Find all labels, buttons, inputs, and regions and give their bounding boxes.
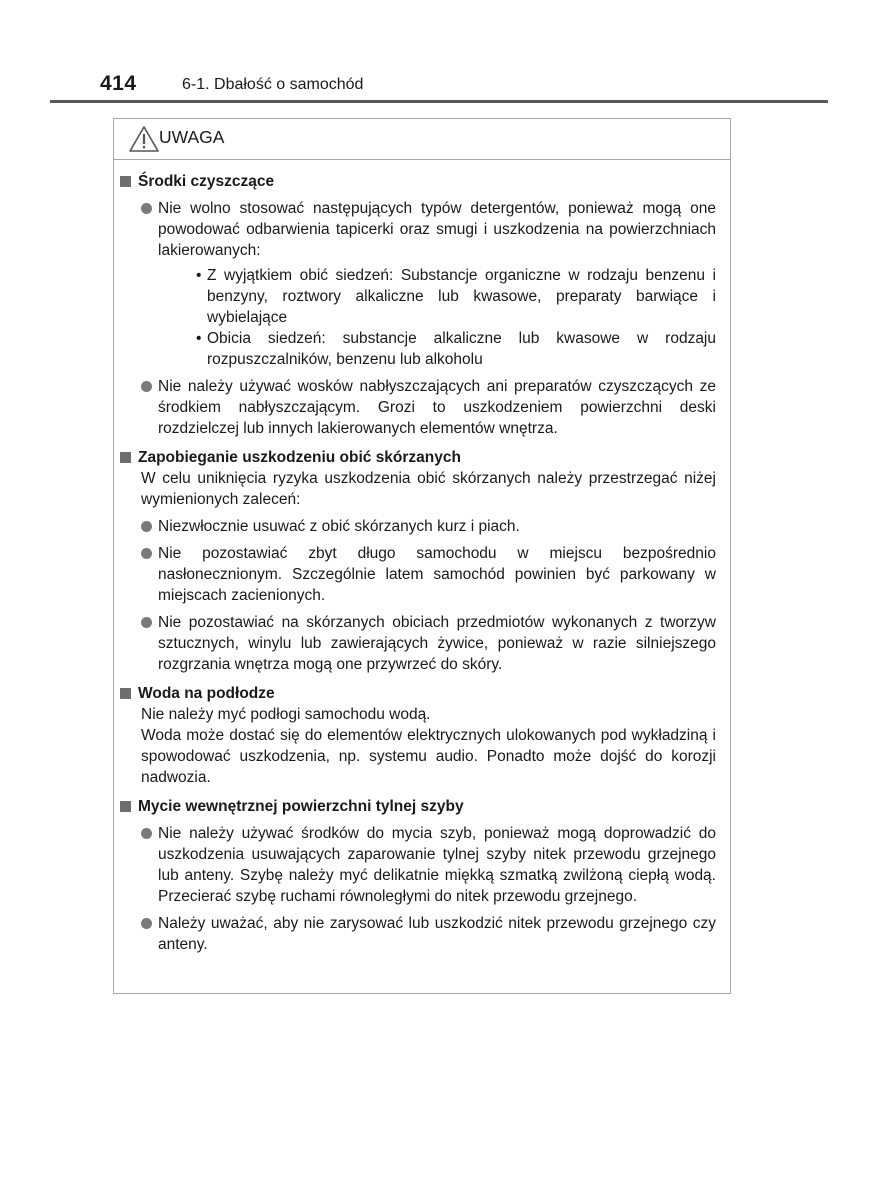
circle-bullet-icon	[141, 381, 152, 392]
list-item-text: Niezwłocznie usuwać z obić skórzanych kurz i piach.	[158, 518, 520, 535]
list-item-text: Nie pozostawiać na skórzanych obiciach przedmiotów wykonanych z tworzyw sztucznych, winylu lub zawierających żywice, ponieważ w razie silniejszego rozgrzania wnętrza mogą one przywrzeć do skóry.	[158, 614, 716, 673]
warning-box	[113, 118, 731, 994]
square-bullet-icon	[120, 688, 131, 699]
sub-list	[158, 265, 716, 370]
circle-bullet-icon	[141, 203, 152, 214]
section-cleaning-agents	[120, 171, 716, 439]
section-rear-window	[120, 796, 716, 955]
section-leather-care	[120, 447, 716, 675]
section-title	[120, 171, 716, 192]
chapter-title: 6-1. Dbałość o samochód	[182, 76, 364, 93]
circle-bullet-icon	[141, 521, 152, 532]
section-title	[120, 683, 716, 704]
square-bullet-icon	[120, 176, 131, 187]
list-item-text: Nie należy używać środków do mycia szyb, ponieważ mogą doprowadzić do uszkodzenia usuwających zaparowanie tylnej szyby nitek przewodu grzejnego lub anteny. Szybę należy myć delikatnie miękką szmatką zwilżoną ciepłą wodą. Przecierać szybę ruchami równoległymi do nitek przewodu grzejnego.	[158, 825, 716, 905]
section-intro: W celu uniknięcia ryzyka uszkodzenia obić skórzanych należy przestrzegać niżej wymienionych zaleceń:	[141, 470, 716, 508]
warning-content	[114, 160, 730, 955]
square-bullet-icon	[120, 452, 131, 463]
warning-title: UWAGA	[159, 127, 225, 147]
dot-bullet-icon: •	[196, 267, 202, 284]
list-item	[120, 376, 716, 439]
section-title-text: Zapobieganie uszkodzeniu obić skórzanych	[138, 449, 461, 466]
list-item	[120, 516, 716, 537]
list-item	[120, 543, 716, 606]
list-item-text: Nie wolno stosować następujących typów detergentów, ponieważ mogą one powodować odbarwienia tapicerki oraz smugi i uszkodzenia na powierzchniach lakierowanych:	[158, 200, 716, 259]
circle-bullet-icon	[141, 828, 152, 839]
section-title-text: Środki czyszczące	[138, 173, 275, 190]
warning-box-header	[114, 119, 730, 160]
section-title	[120, 447, 716, 468]
section-title-text: Woda na podłodze	[138, 685, 275, 702]
list-item	[120, 198, 716, 370]
list-item	[120, 913, 716, 955]
paragraph: Woda może dostać się do elementów elektrycznych ulokowanych pod wykładziną i spowodować uszkodzenia, np. systemu audio. Ponadto może dojść do korozji nadwozia.	[141, 727, 716, 786]
section-title-text: Mycie wewnętrznej powierzchni tylnej szyby	[138, 798, 464, 815]
dot-bullet-icon: •	[196, 330, 202, 347]
circle-bullet-icon	[141, 548, 152, 559]
sub-list-item-text: Obicia siedzeń: substancje alkaliczne lub kwasowe w rodzaju rozpuszczalników, benzenu lub alkoholu	[207, 330, 716, 368]
sub-list-item	[158, 265, 716, 328]
sub-list-item-text: Z wyjątkiem obić siedzeń: Substancje organiczne w rodzaju benzenu i benzyny, roztwory alkaliczne lub kwasowe, preparaty barwiące i wybielające	[207, 267, 716, 326]
section-water-on-floor	[120, 683, 716, 788]
list-item-text: Nie pozostawiać zbyt długo samochodu w miejscu bezpośrednio nasłonecznionym. Szczególnie latem samochód powinien być parkowany w miejscach zacienionych.	[158, 545, 716, 604]
page-number: 414	[100, 72, 137, 95]
list-item-text: Należy uważać, aby nie zarysować lub uszkodzić nitek przewodu grzejnego czy anteny.	[158, 915, 716, 953]
paragraph: Nie należy myć podłogi samochodu wodą.	[141, 706, 431, 723]
list-item-text: Nie należy używać wosków nabłyszczających ani preparatów czyszczących ze środkiem nabłyszczającym. Grozi to uszkodzeniem powierzchni deski rozdzielczej lub innych lakierowanych elementów wnętrza.	[158, 378, 716, 437]
list-item	[120, 823, 716, 907]
square-bullet-icon	[120, 801, 131, 812]
list-item	[120, 612, 716, 675]
circle-bullet-icon	[141, 918, 152, 929]
sub-list-item	[158, 328, 716, 370]
section-title	[120, 796, 716, 817]
header-rule	[50, 100, 828, 103]
warning-triangle-icon	[128, 125, 160, 153]
circle-bullet-icon	[141, 617, 152, 628]
